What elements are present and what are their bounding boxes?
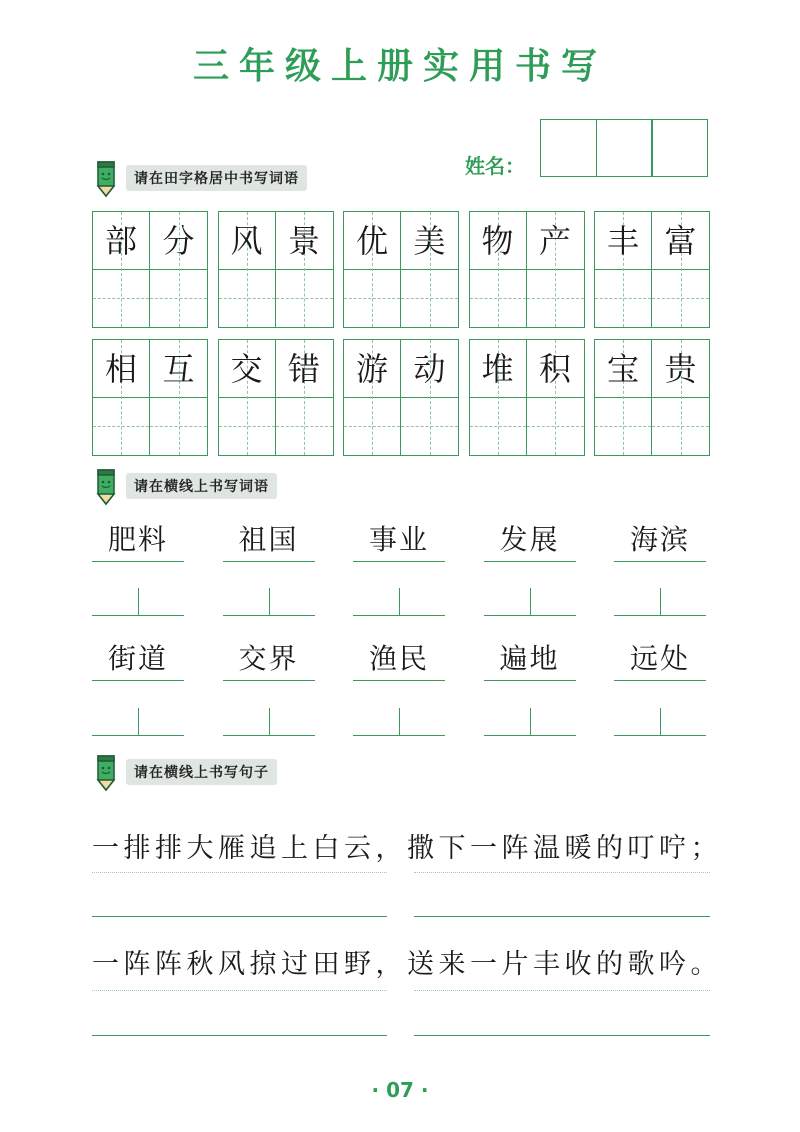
grid-char: 美 xyxy=(413,222,446,260)
blank-writing-line[interactable] xyxy=(223,580,315,616)
tianzige-cell[interactable] xyxy=(652,211,710,328)
grid-char: 部 xyxy=(104,222,137,260)
section-label: 请在横线上书写词语 xyxy=(126,473,277,499)
line-word-text: 渔民 xyxy=(368,642,429,675)
tianzige-cell[interactable] xyxy=(527,211,585,328)
line-word-text: 遍地 xyxy=(499,642,560,675)
page-title: 三年级上册实用书写 xyxy=(192,46,607,87)
tianzige-cell[interactable] xyxy=(343,211,401,328)
grid-row-1 xyxy=(92,211,710,328)
line-word xyxy=(353,522,445,562)
tianzige-cell[interactable] xyxy=(527,339,585,456)
blank-writing-line[interactable] xyxy=(353,580,445,616)
tianzige-cell[interactable] xyxy=(150,211,208,328)
line-words-row-2 xyxy=(92,641,706,681)
pencil-icon xyxy=(92,466,122,506)
grid-word xyxy=(469,211,585,328)
line-word xyxy=(353,641,445,681)
grid-word xyxy=(469,339,585,456)
section-header-grid xyxy=(92,158,307,198)
grid-char: 游 xyxy=(355,350,388,388)
sentence-writing-line[interactable] xyxy=(414,1035,710,1036)
grid-char: 富 xyxy=(664,222,697,260)
line-word xyxy=(484,641,576,681)
grid-word xyxy=(343,339,459,456)
line-word-text: 肥料 xyxy=(107,523,168,556)
blank-words-row-2 xyxy=(92,700,706,736)
tianzige-cell[interactable] xyxy=(594,339,652,456)
grid-char: 优 xyxy=(355,222,388,260)
tianzige-cell[interactable] xyxy=(276,211,334,328)
grid-char: 分 xyxy=(162,222,195,260)
line-word-text: 海滨 xyxy=(629,523,690,556)
grid-row-2 xyxy=(92,339,710,456)
grid-char: 积 xyxy=(538,350,571,388)
sentence-dotted-line xyxy=(414,990,710,991)
tianzige-cell[interactable] xyxy=(218,211,276,328)
name-boxes xyxy=(540,119,707,177)
tianzige-cell[interactable] xyxy=(92,211,150,328)
grid-word xyxy=(343,211,459,328)
grid-word xyxy=(594,339,710,456)
grid-char: 物 xyxy=(481,222,514,260)
name-box[interactable] xyxy=(540,119,597,177)
tianzige-cell[interactable] xyxy=(92,339,150,456)
name-box[interactable] xyxy=(596,119,653,177)
sentence-dotted-line xyxy=(92,872,387,873)
tianzige-cell[interactable] xyxy=(652,339,710,456)
sentence-writing-line[interactable] xyxy=(414,916,710,917)
grid-word xyxy=(92,339,208,456)
grid-char: 动 xyxy=(413,350,446,388)
blank-writing-line[interactable] xyxy=(614,700,706,736)
grid-word xyxy=(594,211,710,328)
line-words-row-1 xyxy=(92,522,706,562)
grid-word xyxy=(218,339,334,456)
tianzige-cell[interactable] xyxy=(343,339,401,456)
grid-char: 景 xyxy=(287,222,320,260)
tianzige-cell[interactable] xyxy=(401,339,459,456)
tianzige-cell[interactable] xyxy=(469,339,527,456)
grid-char: 风 xyxy=(230,222,263,260)
blank-writing-line[interactable] xyxy=(614,580,706,616)
tianzige-cell[interactable] xyxy=(218,339,276,456)
grid-char: 互 xyxy=(162,350,195,388)
pencil-icon xyxy=(92,752,122,792)
line-word xyxy=(614,641,706,681)
grid-char: 错 xyxy=(287,350,320,388)
grid-char: 交 xyxy=(230,350,263,388)
line-word-text: 祖国 xyxy=(238,523,299,556)
grid-word xyxy=(218,211,334,328)
line-word xyxy=(484,522,576,562)
section-header-lines xyxy=(92,466,277,506)
grid-char: 贵 xyxy=(664,350,697,388)
tianzige-cell[interactable] xyxy=(594,211,652,328)
line-word-text: 街道 xyxy=(107,642,168,675)
name-label: 姓名： xyxy=(465,154,525,178)
grid-char: 丰 xyxy=(606,222,639,260)
line-word-text: 发展 xyxy=(499,523,560,556)
line-word-text: 远处 xyxy=(629,642,690,675)
sentence-dotted-line xyxy=(414,872,710,873)
section-label: 请在横线上书写句子 xyxy=(126,759,277,785)
tianzige-cell[interactable] xyxy=(469,211,527,328)
tianzige-cell[interactable] xyxy=(276,339,334,456)
sentence-text: 一排排大雁追上白云，撒下一阵温暖的叮咛； xyxy=(92,833,722,864)
line-word xyxy=(614,522,706,562)
page-number: · 07 · xyxy=(371,1078,429,1102)
blank-words-row-1 xyxy=(92,580,706,616)
tianzige-cell[interactable] xyxy=(150,339,208,456)
pencil-icon xyxy=(92,158,122,198)
tianzige-cell[interactable] xyxy=(401,211,459,328)
sentence-writing-line[interactable] xyxy=(92,1035,387,1036)
name-box[interactable] xyxy=(651,119,708,177)
grid-char: 产 xyxy=(538,222,571,260)
section-label: 请在田字格居中书写词语 xyxy=(126,165,307,191)
blank-writing-line[interactable] xyxy=(92,580,184,616)
line-word xyxy=(92,522,184,562)
line-word xyxy=(92,641,184,681)
sentence-dotted-line xyxy=(92,990,387,991)
sentence-text: 一阵阵秋风掠过田野，送来一片丰收的歌吟。 xyxy=(92,949,722,980)
blank-writing-line[interactable] xyxy=(92,700,184,736)
line-word xyxy=(223,641,315,681)
blank-writing-line[interactable] xyxy=(223,700,315,736)
blank-writing-line[interactable] xyxy=(353,700,445,736)
blank-writing-line[interactable] xyxy=(484,700,576,736)
blank-writing-line[interactable] xyxy=(484,580,576,616)
grid-char: 相 xyxy=(104,350,137,388)
grid-word xyxy=(92,211,208,328)
line-word-text: 交界 xyxy=(238,642,299,675)
section-header-sentences xyxy=(92,752,277,792)
line-word-text: 事业 xyxy=(368,523,429,556)
sentence-writing-line[interactable] xyxy=(92,916,387,917)
line-word xyxy=(223,522,315,562)
grid-char: 宝 xyxy=(606,350,639,388)
grid-char: 堆 xyxy=(481,350,514,388)
